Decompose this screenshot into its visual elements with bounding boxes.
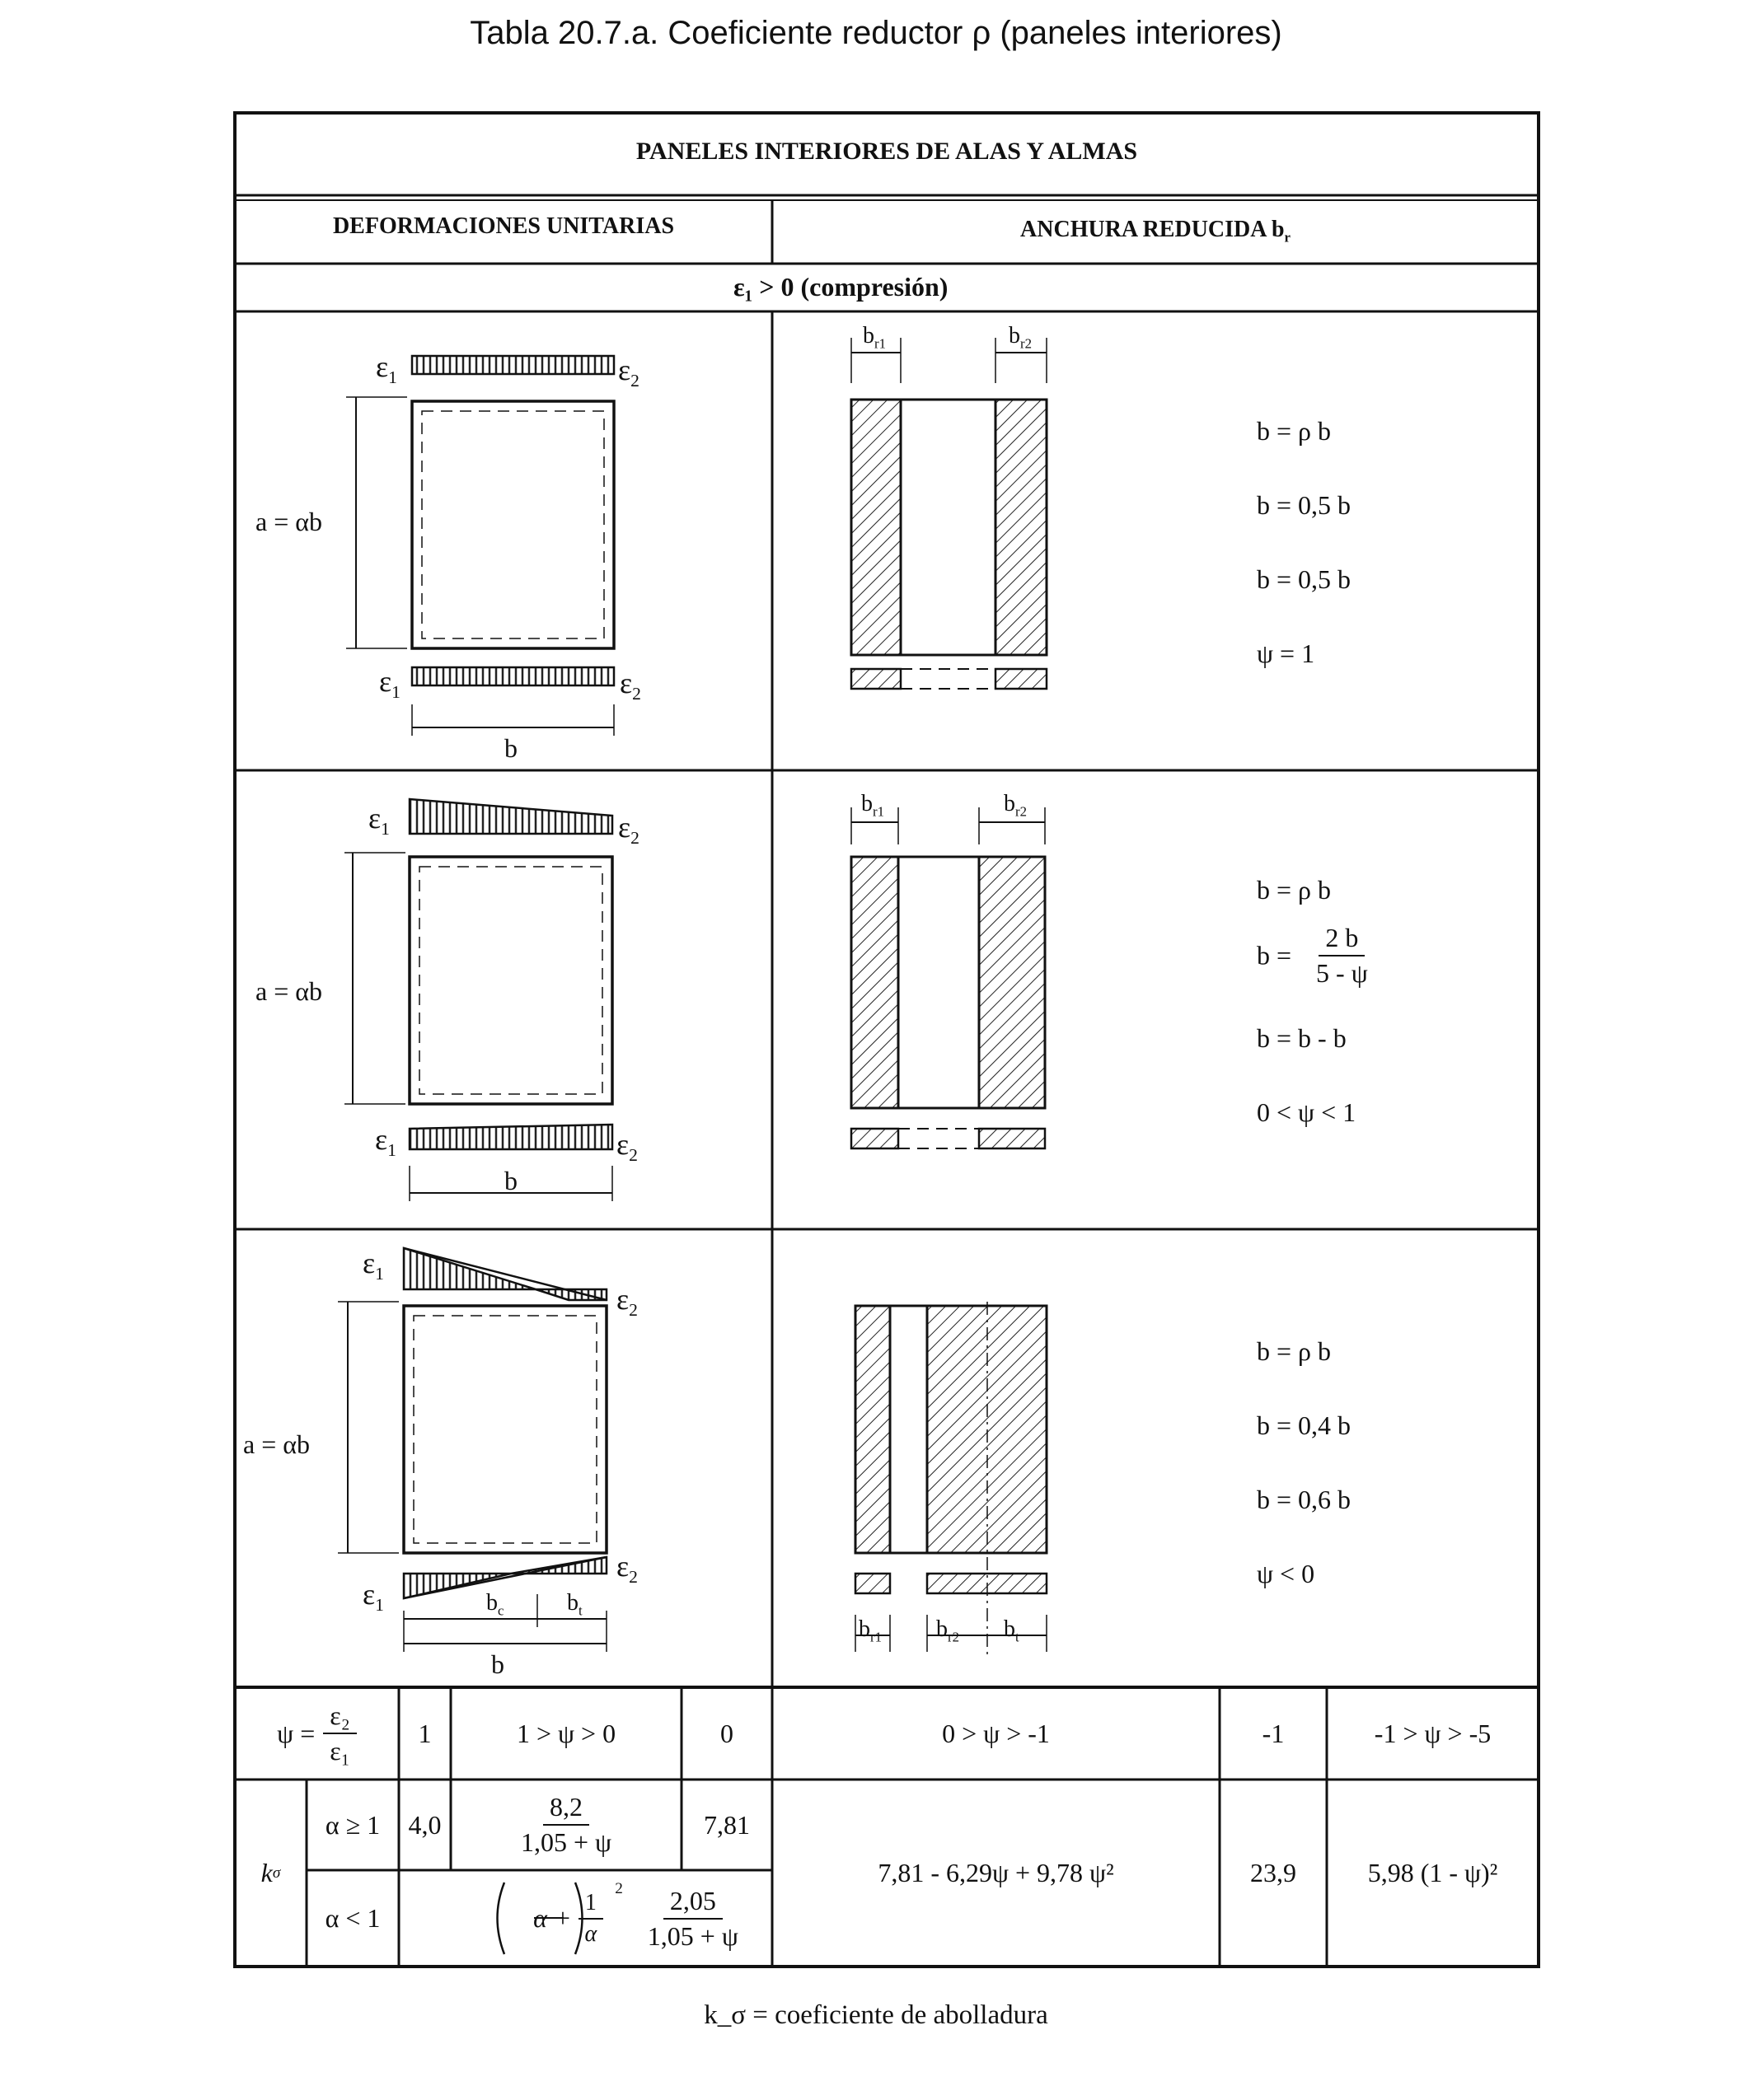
case2-eps1-top: $\varepsilon_1$ (368, 802, 390, 840)
k-value-5: 23,9 (1250, 1858, 1296, 1887)
case1-eps2-bottom: $\varepsilon_2$ (620, 666, 641, 704)
condition-row: ε₁ > 0 (compresión) (733, 272, 949, 302)
case1-eps1-top: $\varepsilon_1$ (376, 350, 397, 388)
case3-b-label: b (491, 1649, 504, 1679)
footnote: k_σ = coeficiente de abolladura (704, 2000, 1048, 2030)
case2-a-label: a = αb (255, 976, 323, 1006)
case2-eps2-top: $\varepsilon_2$ (618, 811, 639, 849)
case3-bt-label: $b_t$ (567, 1590, 583, 1619)
case1-b-label: b (504, 733, 518, 763)
k-value-6: 5,98 (1 - ψ)² (1367, 1858, 1498, 1887)
case3-formula-4: ψ < 0 (1257, 1559, 1315, 1588)
psi-value-4: 0 > ψ > -1 (942, 1718, 1050, 1748)
case2-br2-label: $b_{r2}$ (1004, 791, 1027, 820)
psi-value-3: 0 (720, 1718, 733, 1748)
case1-a-label: a = αb (255, 507, 323, 536)
alpha-ge-1-label: α ≥ 1 (325, 1809, 381, 1840)
case2-b-label: b (504, 1166, 518, 1195)
case3-formula-3: b = 0,6 b (1257, 1485, 1351, 1514)
case1-eps2-top: $\varepsilon_2$ (618, 353, 639, 391)
case3-eps1-bottom: $\varepsilon_1$ (363, 1578, 384, 1616)
k-value-2: $\frac{8,2}{1,05 + \psi}$ (520, 1792, 612, 1857)
case2-eps2-bottom: $\varepsilon_2$ (616, 1128, 638, 1166)
psi-value-1: 1 (418, 1718, 432, 1748)
case2-formula-3: b = b - b (1257, 1023, 1347, 1053)
case3-a-label: a = αb (243, 1429, 311, 1459)
case1-br2-label: $b_{r2}$ (1009, 323, 1032, 352)
case3-bc-label: $b_c$ (486, 1590, 504, 1619)
left-column-header: DEFORMACIONES UNITARIAS (332, 213, 675, 239)
k-value-1: 4,0 (408, 1809, 442, 1840)
k-sigma-label: k σ (260, 1858, 281, 1887)
alpha-lt-1-label: α < 1 (325, 1903, 381, 1933)
case1-formula-1: b = ρ b (1257, 416, 1332, 446)
case1-effective-width-diagram (851, 338, 1047, 689)
k-value-4: 7,81 - 6,29ψ + 9,78 ψ² (878, 1858, 1114, 1887)
table-caption: Tabla 20.7.a. Coeficiente reductor ρ (paneles interiores) (470, 15, 1282, 51)
psi-label: ψ = $\frac{\text{ε₂}}{\text{ε₁}}$ (235, 1687, 399, 1780)
case3-bt-right-label: $b_t$ (1004, 1616, 1019, 1645)
case2-br1-label: $b_{r1}$ (861, 791, 884, 820)
case2-formula-4: 0 < ψ < 1 (1257, 1097, 1356, 1127)
table-title: PANELES INTERIORES DE ALAS Y ALMAS (635, 138, 1138, 165)
case3-formula-1: b = ρ b (1257, 1336, 1332, 1366)
case2-formula-2: b = $\frac{2 b}{5 - \psi}$ (1257, 923, 1368, 988)
case1-formula-4: ψ = 1 (1257, 638, 1315, 668)
case3-br1-label: $b_{r1}$ (859, 1616, 882, 1645)
case3-eps1-top: $\varepsilon_1$ (363, 1246, 384, 1284)
k-value-3: 7,81 (704, 1809, 750, 1840)
case3-eps2-bottom: $\varepsilon_2$ (616, 1550, 638, 1588)
case2-eps1-bottom: $\varepsilon_1$ (375, 1123, 396, 1161)
case1-formula-3: b = 0,5 b (1257, 564, 1351, 594)
alpha-lt-1-formula: α + $\frac{1}{\alpha}$ $^2$ $\frac{2,05}{1,05 + \psi}$ (533, 1880, 738, 1951)
right-column-header: ANCHURA REDUCIDA $b_r$ (1020, 217, 1291, 246)
case1-eps1-bottom: $\varepsilon_1$ (379, 665, 401, 703)
case3-br2-label: $b_{r2}$ (936, 1616, 959, 1645)
psi-value-2: 1 > ψ > 0 (516, 1718, 616, 1748)
case3-eps2-top: $\varepsilon_2$ (616, 1283, 638, 1321)
case1-formula-2: b = 0,5 b (1257, 490, 1351, 520)
case2-formula-1: b = ρ b (1257, 875, 1332, 905)
case3-effective-width-diagram (855, 1302, 1047, 1656)
case1-br1-label: $b_{r1}$ (863, 323, 886, 352)
psi-value-6: -1 > ψ > -5 (1374, 1718, 1492, 1748)
case2-effective-width-diagram (851, 807, 1045, 1148)
psi-value-5: -1 (1262, 1718, 1285, 1748)
case3-formula-2: b = 0,4 b (1257, 1410, 1351, 1440)
